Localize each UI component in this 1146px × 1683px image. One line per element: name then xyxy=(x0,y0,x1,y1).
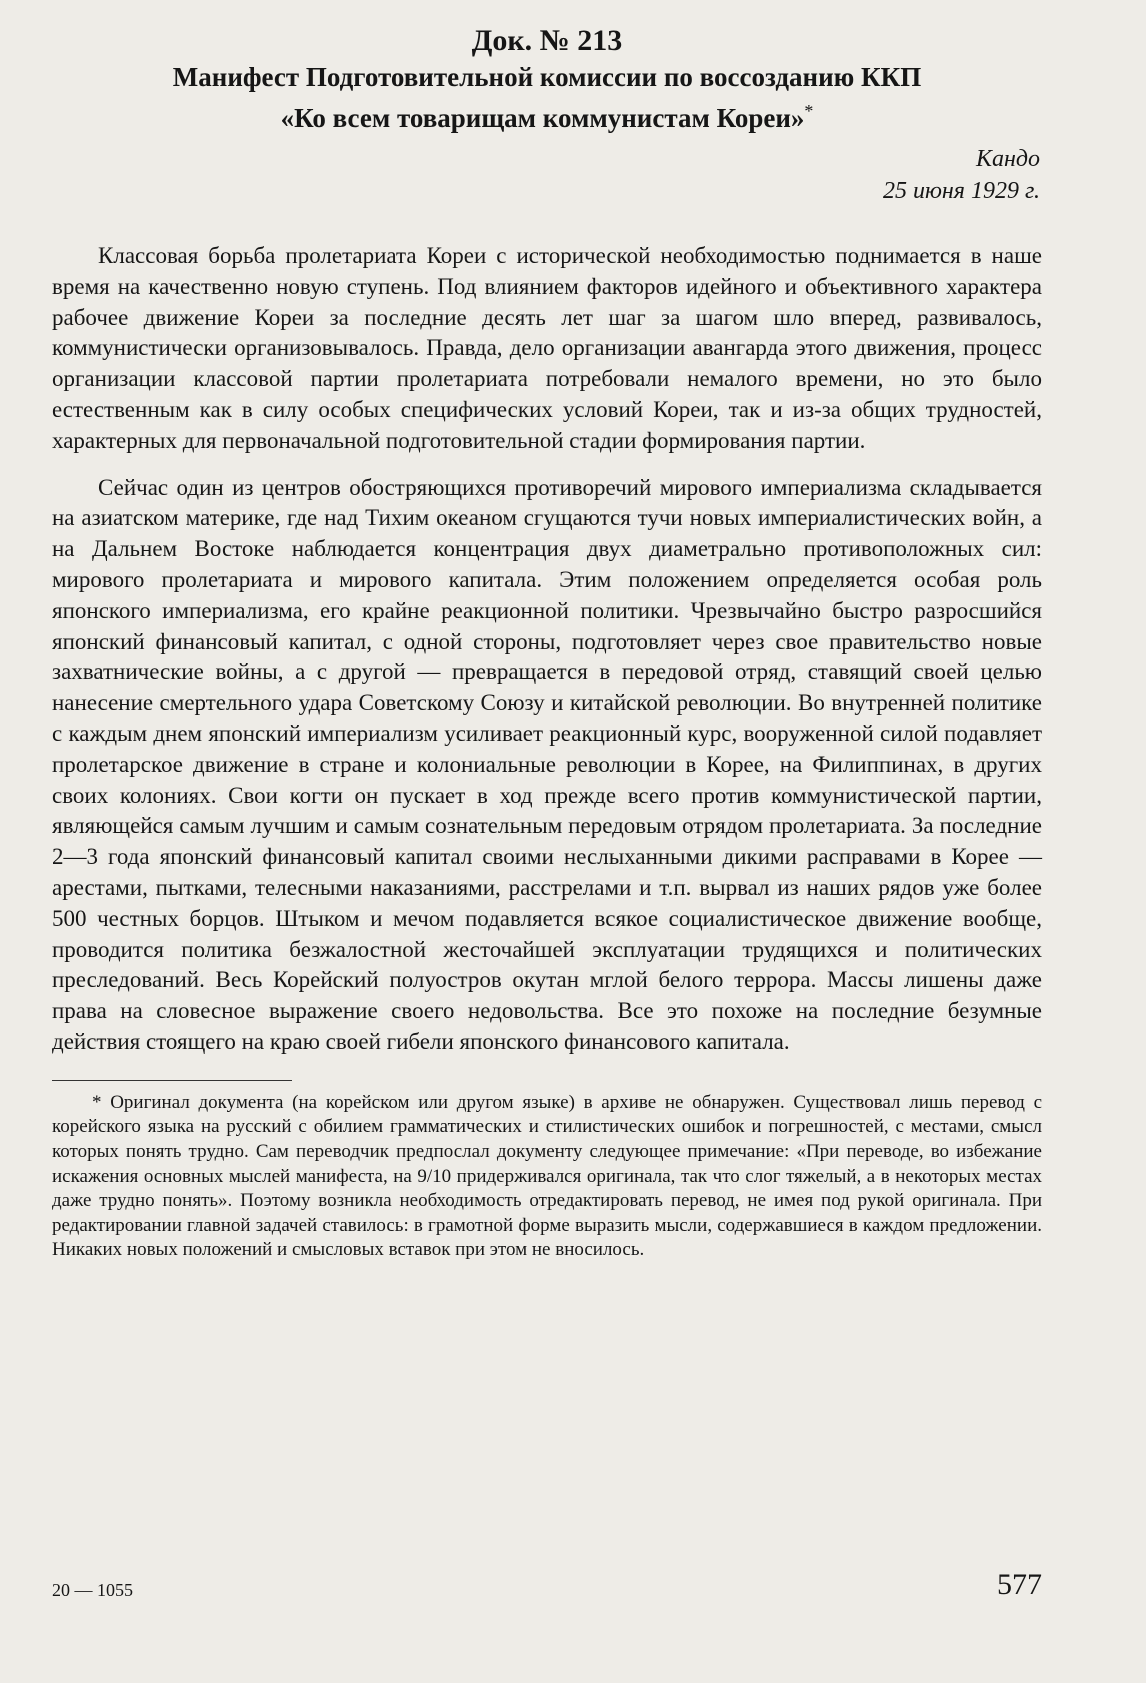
document-place: Кандо xyxy=(976,146,1040,172)
title-line-2-text: «Ко всем товарищам коммунистам Кореи» xyxy=(280,103,805,133)
page-number: 577 xyxy=(997,1568,1042,1601)
document-title xyxy=(52,60,1042,135)
document-date: 25 июня 1929 г. xyxy=(882,178,1040,204)
footnote-marker: * xyxy=(804,101,814,121)
page-footer xyxy=(52,1568,1042,1608)
title-line-1: Манифест Подготовительной комиссии по воссозданию ККП xyxy=(172,62,922,92)
document-meta xyxy=(52,143,1042,207)
footnote-separator xyxy=(52,1080,292,1081)
document-number: Док. № 213 xyxy=(471,24,623,57)
body-paragraph: Классовая борьба пролетариата Кореи с исторической необходимостью поднимается в наше время на качественно новую ступень. Под влиянием факторов идейного и объективного характера рабочее движение Кореи за последние десять лет шаг за шагом шло вперед, развивалось, коммунистически организовывалось. Правда, дело организации авангарда этого движения, процесс организации классовой партии пролетариата потребовали немалого времени, но это было естественным как в силу особых специфических условий Кореи, так и из-за общих трудностей, характерных для первоначальной подготовительной стадии формирования партии. xyxy=(52,243,1042,453)
title-line-2 xyxy=(52,94,1042,135)
document-page xyxy=(52,22,1042,1263)
body-paragraph: Сейчас один из центров обостряющихся противоречий мирового империализма складывается на азиатском материке, где над Тихим океаном сгущаются тучи новых империалистических войн, а на Дальнем Востоке наблюдается концентрация двух диаметрально противоположных сил: мирового пролетариата и мирового капитала. Этим положением определяется особая роль японского империализма, его крайне реакционной политики. Чрезвычайно быстро разросшийся японский финансовый капитал, с одной стороны, подготовляет через свое правительство новые захватнические войны, а с другой — превращается в передовой отряд, ставящий своей целью нанесение смертельного удара Советскому Союзу и китайской революции. Во внутренней политике с каждым днем японский империализм усиливает реакционный курс, вооруженной силой подавляет пролетарское движение в стране и колониальные революции в Корее, на Филиппинах, в других своих колониях. Свои когти он пускает в ход прежде всего против коммунистической партии, являющейся самым лучшим и самым сознательным передовым отрядом пролетариата. За последние 2—3 года японский финансовый капитал своими неслыханными дикими расправами в Корее — арестами, пытками, телесными наказаниями, расстрелами и т.п. вырвал из наших рядов уже более 500 честных борцов. Штыком и мечом подавляется всякое социалистическое движение вообще, проводится политика безжалостной жесточайшей эксплуатации трудящихся и политических преследований. Весь Корейский полуостров окутан мглой белого террора. Массы лишены даже права на словесное выражение своего недовольства. Все это похоже на последние безумные действия стоящего на краю своей гибели японского финансового капитала. xyxy=(52,474,1042,1054)
document-body xyxy=(52,241,1042,1058)
footnote: * Оригинал документа (на корейском или другом языке) в архиве не обнаружен. Существовал лишь перевод с корейского языка на русский с обилием грамматических и стилистических ошибок и погрешностей, с местами, смысл которых понять трудно. Сам переводчик предпослал документу следующее примечание: «При переводе, во избежание искажения основных мыслей манифеста, на 9/10 придерживался оригинала, так что слог тяжелый, а в некоторых местах даже трудно понять». Поэтому возникла необходимость отредактировать перевод, не имея под рукой оригинала. При редактировании главной задачей ставилось: в грамотной форме выразить мысли, содержавшиеся в каждом предложении. Никаких новых положений и смысловых вставок при этом не вносилось. xyxy=(52,1091,1042,1261)
printer-signature: 20 — 1055 xyxy=(52,1580,133,1600)
